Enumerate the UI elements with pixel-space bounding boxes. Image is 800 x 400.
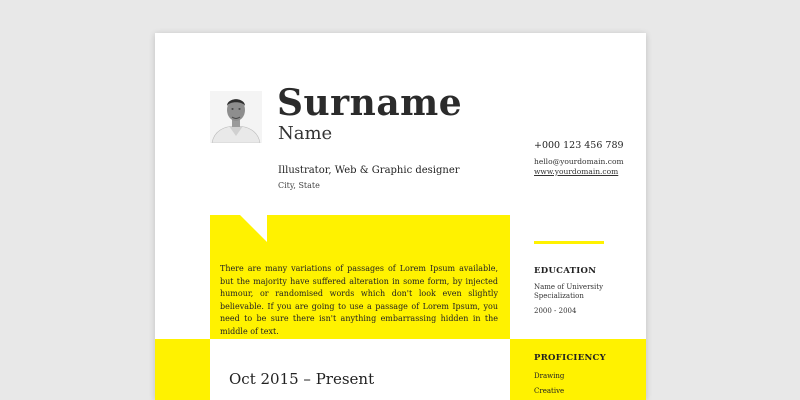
experience-period: Oct 2015 – Present (229, 370, 375, 388)
person-photo-icon (210, 91, 262, 143)
first-name-heading: Name (278, 123, 333, 144)
education-school: Name of University Specialization (534, 283, 604, 300)
proficiency-item: Drawing (534, 372, 565, 380)
email-address: hello@yourdomain.com (534, 157, 624, 166)
proficiency-item: Creative (534, 387, 565, 395)
job-title: Illustrator, Web & Graphic designer (278, 165, 460, 176)
phone-number: +000 123 456 789 (534, 140, 624, 151)
education-heading: EDUCATION (534, 266, 597, 276)
summary-box (210, 215, 510, 339)
profile-photo (210, 91, 262, 143)
accent-band-left (155, 339, 210, 400)
surname-heading: Surname (277, 82, 463, 124)
website-link[interactable]: www.yourdomain.com (534, 167, 619, 176)
resume-page (155, 33, 646, 400)
summary-text: There are many variations of passages of Lorem Ipsum available, but the majority have suffered alteration in some form, by injected humour, or randomised words which don't look even slightly believable. If you are going to use a passage of Lorem Ipsum, you need to be sure there isn't anything embarrassing hidden in the middle of text. (220, 264, 498, 336)
proficiency-heading: PROFICIENCY (534, 353, 606, 363)
summary-notch (240, 215, 267, 242)
accent-band-right (510, 339, 646, 400)
location-text: City, State (278, 181, 320, 190)
education-years: 2000 - 2004 (534, 307, 577, 315)
accent-divider (534, 241, 604, 244)
